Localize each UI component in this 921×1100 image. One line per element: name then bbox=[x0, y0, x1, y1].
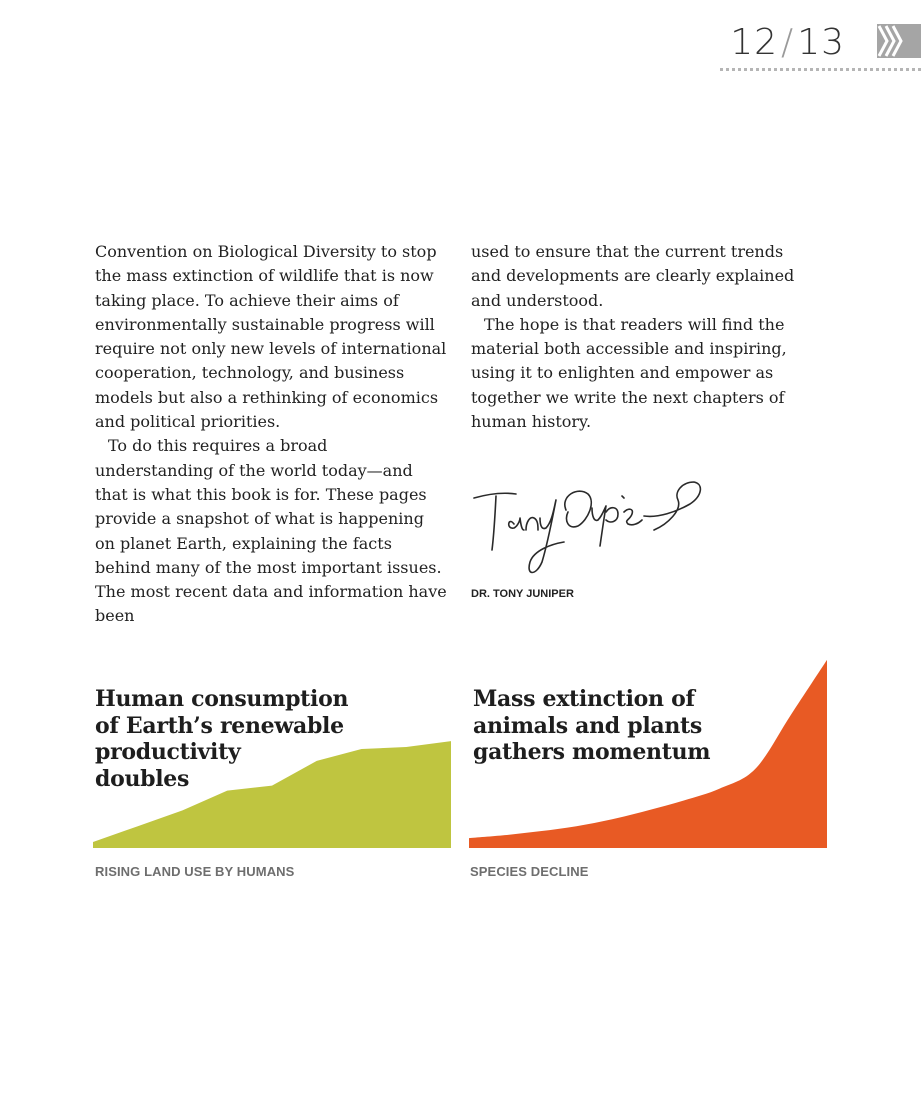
land-use-chart bbox=[93, 650, 451, 848]
handwritten-signature bbox=[468, 472, 708, 582]
chart-title-line: productivity bbox=[95, 739, 241, 765]
species-decline-chart-title bbox=[473, 686, 710, 766]
land-use-chart-caption: RISING LAND USE BY HUMANS bbox=[95, 864, 295, 879]
body-paragraph: The hope is that readers will find the material both accessible and inspiring, using it to enlighten and empower as together we write the next chapters of human history. bbox=[471, 314, 787, 432]
header-dotted-rule bbox=[720, 68, 921, 71]
signature-name: DR. TONY JUNIPER bbox=[471, 588, 574, 600]
chart-title-line: of Earth’s renewable bbox=[95, 712, 344, 739]
next-page-arrow-icon[interactable] bbox=[877, 24, 921, 58]
chart-title-line: animals and plants bbox=[473, 712, 702, 739]
chart-title-line: gathers momentum bbox=[473, 739, 711, 765]
land-use-chart-title bbox=[95, 686, 348, 792]
body-paragraph: Convention on Biological Diversity to stop the mass extinction of wildlife that is now taking place. To achieve their aims of environmentally sustainable progress will require not only new levels of international cooperation, technology, and business models but also a rethinking of economics and political priorities. bbox=[95, 242, 447, 432]
page-number bbox=[730, 22, 845, 63]
species-decline-chart-caption: SPECIES DECLINE bbox=[470, 864, 589, 879]
chart-title-line: doubles bbox=[95, 765, 190, 792]
chart-title-line: Mass extinction of bbox=[473, 686, 695, 712]
body-text-right-column bbox=[471, 240, 801, 434]
species-decline-chart bbox=[469, 650, 827, 848]
body-paragraph: To do this requires a broad understanding of the world today—and that is what this book is for. These pages provide a snapshot of what is happening on planet Earth, explaining the facts behind many of the most important issues. The most recent data and information have been bbox=[95, 436, 447, 626]
body-text-left-column bbox=[95, 240, 447, 629]
page-number-separator: / bbox=[781, 22, 795, 63]
page-number-next: 13 bbox=[797, 22, 845, 63]
page-number-current: 12 bbox=[730, 22, 779, 63]
body-paragraph: used to ensure that the current trends and developments are clearly explained and understood. bbox=[471, 242, 795, 310]
chart-title-line: Human consumption bbox=[95, 686, 349, 712]
